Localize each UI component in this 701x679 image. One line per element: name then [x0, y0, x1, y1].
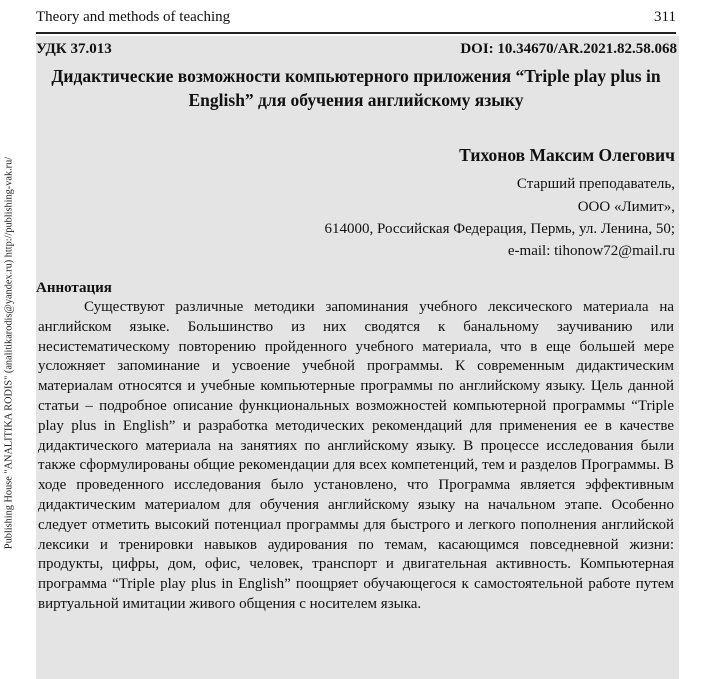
author-organization: ООО «Лимит», [577, 199, 675, 215]
author-email[interactable]: e-mail: tihonow72@mail.ru [507, 243, 675, 259]
udk-code: УДК 37.013 [36, 41, 112, 57]
publisher-sidebar-text: Publishing House "ANALITIKA RODIS" (analitikarodis@yandex.ru) http://publishing-vak.ru/ [3, 156, 15, 550]
author-name: Тихонов Максим Олегович [459, 145, 675, 165]
article-title: Дидактические возможности компьютерного приложения “Triple play plus in English” для обучения английскому языку [51, 66, 661, 110]
publisher-sidebar [1, 46, 17, 661]
author-position: Старший преподаватель, [516, 176, 675, 192]
journal-section-title: Theory and methods of teaching [36, 9, 231, 25]
running-header [36, 7, 676, 31]
article-panel [36, 36, 679, 679]
header-rule [36, 32, 676, 34]
abstract-heading: Аннотация [36, 280, 112, 296]
abstract-text: Существуют различные методики запоминания учебного лексического материала на английском языке. Большинство из них сводятся к банальному заучиванию или несистематическому повторению пройденного учебного материала, что в еще большей мере усложняет запоминание и усвоение учебной программы. К современным дидактическим материалам относятся и учебные компьютерные программы по английскому языку. Цель данной статьи – подробное описание функциональных возможностей компьютерной программы “Triple play plus in English” и разработка методических рекомендаций для применения ее в качестве дидактического материала на занятиях по английскому языку. В процессе исследования были также сформулированы общие рекомендации для всех компетенций, тем и разделов Программы. В ходе проведенного исследования было установлено, что Программа является эффективным дидактическим материалом для обучения английскому языку на начальном этапе. Особенно следует отметить высокий потенциал программы для быстрого и легкого пополнения английской лексики и тренировки навыков аудирования по темам, касающимся повседневной жизни: продукты, цифры, дом, офис, человек, транспорт и двигательная активность. Компьютерная программа “Triple play plus in English” поощряет обучающегося к самостоятельной работе путем виртуальной имитации живого общения с носителем языка. [38, 299, 674, 612]
author-address: 614000, Российская Федерация, Пермь, ул. Ленина, 50; [324, 221, 675, 237]
doi-link[interactable]: DOI: 10.34670/AR.2021.82.58.068 [460, 41, 677, 57]
page-number: 311 [654, 9, 676, 25]
